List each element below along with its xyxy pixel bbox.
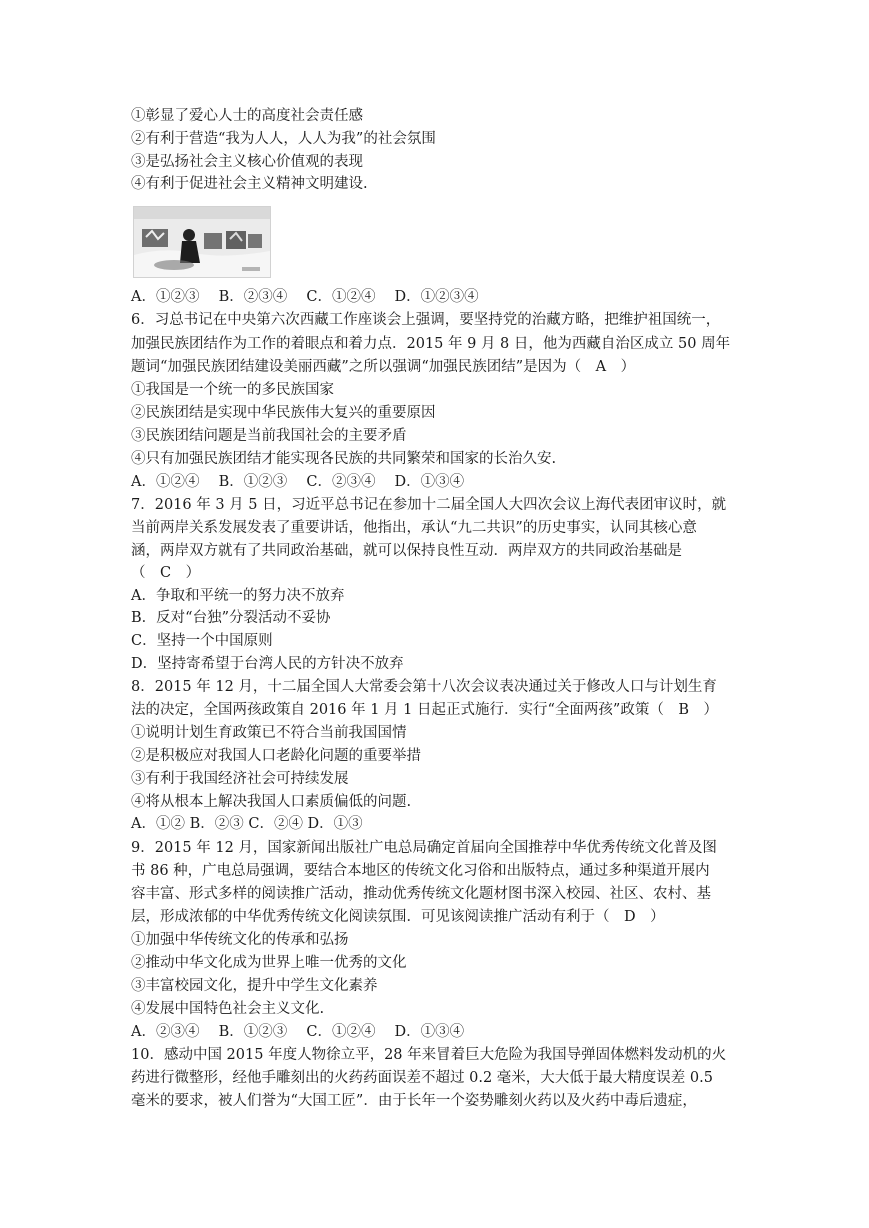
q5-item-1: ①彰显了爱心人士的高度社会责任感 — [131, 108, 363, 124]
illustration-photo — [133, 206, 271, 278]
illustration-image — [134, 207, 270, 277]
q6-item-1: ①我国是一个统一的多民族国家 — [131, 382, 334, 398]
q9-stem-line-1: 9．2015 年 12 月，国家新闻出版社广电总局确定首届向全国推荐中华优秀传统文化普及图 — [131, 840, 717, 856]
q7-option-d: D．坚持寄希望于台湾人民的方针决不放弃 — [131, 656, 404, 672]
q10-stem-line-1: 10．感动中国 2015 年度人物徐立平，28 年来冒着巨大危险为我国导弹固体燃料发动机的火 — [131, 1047, 727, 1063]
q7-stem-line-1: 7．2016 年 3 月 5 日，习近平总书记在参加十二届全国人大四次会议上海代表团审议时，就 — [131, 497, 727, 513]
q9-stem-line-4: 层，形成浓郁的中华优秀传统文化阅读氛围．可见该阅读推广活动有利于（ D ） — [131, 909, 665, 925]
q6-item-2: ②民族团结是实现中华民族伟大复兴的重要原因 — [131, 405, 436, 421]
q8-item-1: ①说明计划生育政策已不符合当前我国国情 — [131, 725, 407, 741]
q8-stem-line-1: 8．2015 年 12 月，十二届全国人大常委会第十八次会议表决通过关于修改人口与计划生育 — [131, 679, 717, 695]
q8-stem-line-2: 法的决定，全国两孩政策自 2016 年 1 月 1 日起正式施行．实行“全面两孩”政策（ B ） — [131, 702, 718, 718]
q9-item-3: ③丰富校园文化，提升中学生文化素养 — [131, 978, 378, 994]
q5-item-2: ②有利于营造“我为人人，人人为我”的社会氛围 — [131, 131, 436, 147]
q6-item-4: ④只有加强民族团结才能实现各民族的共同繁荣和国家的长治久安. — [131, 451, 557, 467]
q6-stem-line-2: 加强民族团结作为工作的着眼点和着力点．2015 年 9 月 8 日，他为西藏自治区成立 50 周年 — [131, 336, 731, 352]
q8-item-4: ④将从根本上解决我国人口素质偏低的问题. — [131, 794, 412, 810]
q8-item-2: ②是积极应对我国人口老龄化问题的重要举措 — [131, 748, 421, 764]
q9-item-4: ④发展中国特色社会主义文化. — [131, 1001, 325, 1017]
q5-item-4: ④有利于促进社会主义精神文明建设. — [131, 176, 368, 192]
q6-item-3: ③民族团结问题是当前我国社会的主要矛盾 — [131, 428, 407, 444]
q9-options: A．②③④ B．①②③ C．①②④ D．①③④ — [131, 1024, 465, 1040]
q9-item-2: ②推动中华文化成为世界上唯一优秀的文化 — [131, 955, 407, 971]
q7-option-c: C．坚持一个中国原则 — [131, 633, 273, 649]
q6-stem-line-1: 6．习总书记在中央第六次西藏工作座谈会上强调，要坚持党的治藏方略，把维护祖国统一， — [131, 312, 721, 328]
q5-options: A．①②③ B．②③④ C．①②④ D．①②③④ — [131, 289, 479, 305]
q6-options: A．①②④ B．①②③ C．②③④ D．①③④ — [131, 474, 465, 490]
q9-stem-line-3: 容丰富、形式多样的阅读推广活动，推动优秀传统文化题材图书深入校园、社区、农村、基 — [131, 886, 711, 902]
q8-options: A．①② B．②③ C．②④ D．①③ — [131, 816, 363, 832]
q6-stem-line-3: 题词“加强民族团结建设美丽西藏”之所以强调“加强民族团结”是因为（ A ） — [131, 359, 636, 375]
q9-item-1: ①加强中华传统文化的传承和弘扬 — [131, 932, 349, 948]
q10-stem-line-3: 毫米的要求，被人们誉为“大国工匠”．由于长年一个姿势雕刻火药以及火药中毒后遗症， — [131, 1093, 697, 1109]
q9-stem-line-2: 书 86 种，广电总局强调，要结合本地区的传统文化习俗和出版特点，通过多种渠道开展内 — [131, 863, 710, 879]
q8-item-3: ③有利于我国经济社会可持续发展 — [131, 771, 349, 787]
q7-answer-bracket: （ C ） — [131, 565, 201, 581]
q5-item-3: ③是弘扬社会主义核心价值观的表现 — [131, 154, 363, 170]
q7-option-b: B．反对“台独”分裂活动不妥协 — [131, 610, 331, 626]
q7-stem-line-2: 当前两岸关系发展发表了重要讲话，他指出，承认“九二共识”的历史事实，认同其核心意 — [131, 520, 697, 536]
q7-option-a: A．争取和平统一的努力决不放弃 — [131, 588, 345, 604]
q10-stem-line-2: 药进行微整形，经他手雕刻出的火药药面误差不超过 0.2 毫米，大大低于最大精度误差 0.5 — [131, 1070, 713, 1086]
q7-stem-line-3: 涵，两岸双方就有了共同政治基础，就可以保持良性互动．两岸双方的共同政治基础是 — [131, 543, 682, 559]
